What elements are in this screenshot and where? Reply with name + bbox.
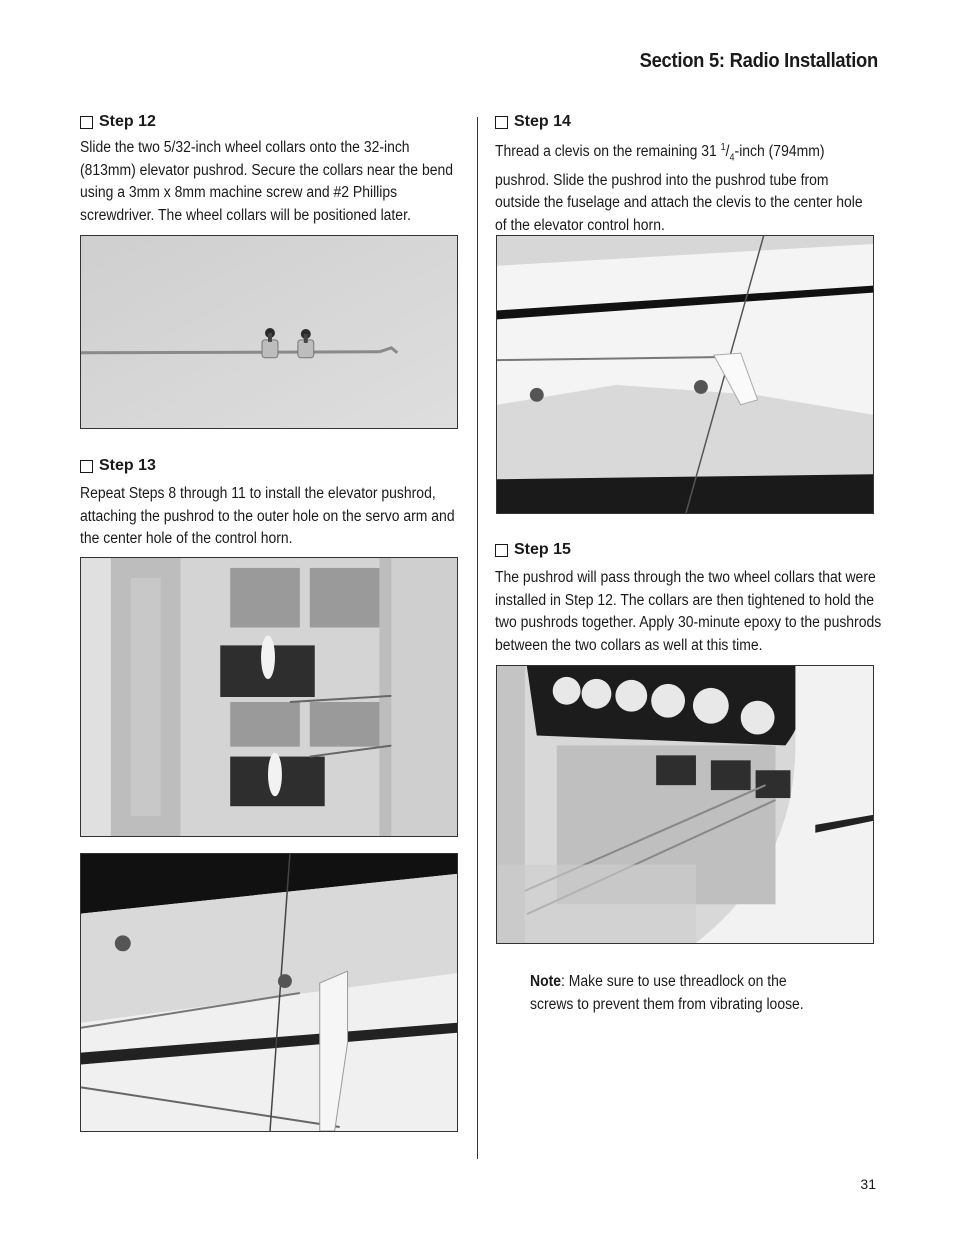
step-12-text: Slide the two 5/32-inch wheel collars onto the 32-inch (813mm) elevator pushrod. Secure the collars near the bend using a 3mm x 8mm machine screw and #2 Phillips screwdriver. The wheel collars will be positioned later. xyxy=(80,139,453,224)
step-12-title: Step 12 xyxy=(99,113,156,130)
step-15-text: The pushrod will pass through the two wheel collars that were installed in Step 12. The collars are then tightened to hold the two pushrods together. Apply 30-minute epoxy to the pushrods between the two collars as well at this time. xyxy=(495,569,882,654)
step-14-text-part2: -inch (794mm) pushrod. Slide the pushrod into the pushrod tube from outside the fuselage and attach the clevis to the center hole of the elevator control horn. xyxy=(495,143,863,234)
note-label: Note xyxy=(530,973,562,990)
step-13-checkbox[interactable] xyxy=(80,460,93,473)
step-12-photo-pushrod-collars xyxy=(80,235,458,429)
step-13-title: Step 13 xyxy=(99,457,156,474)
step-15-photo-cockpit-pushrods xyxy=(496,665,874,944)
step-12-checkbox[interactable] xyxy=(80,116,93,129)
step-14-text-part1: Thread a clevis on the remaining 31 xyxy=(495,143,721,161)
step-12-heading xyxy=(80,113,156,131)
step-13-photo-servo-tray xyxy=(80,557,458,837)
step-14-title: Step 14 xyxy=(514,113,571,130)
step-14-text: Thread a clevis on the remaining 31 $^1/_4$-inch (794mm) pushrod. Slide the pushrod into the pushrod tube from outside the fuselage and attach the clevis to the center hole of the elevator control horn. xyxy=(495,142,863,234)
step-14-heading xyxy=(495,113,571,131)
step-13-text: Repeat Steps 8 through 11 to install the elevator pushrod, attaching the pushrod to the outer hole on the servo arm and the center hole of the control horn. xyxy=(80,485,455,547)
step-13-photo-control-horn xyxy=(80,853,458,1132)
step-15-title: Step 15 xyxy=(514,541,571,558)
note-text: : Make sure to use threadlock on the screws to prevent them from vibrating loose. xyxy=(530,973,804,1013)
step-14-fraction-denominator: 4 xyxy=(729,152,735,164)
column-divider xyxy=(477,117,478,1159)
step-14-fraction-numerator: 1 xyxy=(720,142,726,153)
threadlock-note xyxy=(530,970,827,1016)
step-13-heading xyxy=(80,457,156,475)
step-14-photo-clevis xyxy=(496,235,874,514)
step-15-checkbox[interactable] xyxy=(495,544,508,557)
page-number: 31 xyxy=(860,1176,876,1192)
section-title: Section 5: Radio Installation xyxy=(639,50,878,72)
step-15-heading xyxy=(495,541,571,559)
step-14-checkbox[interactable] xyxy=(495,116,508,129)
